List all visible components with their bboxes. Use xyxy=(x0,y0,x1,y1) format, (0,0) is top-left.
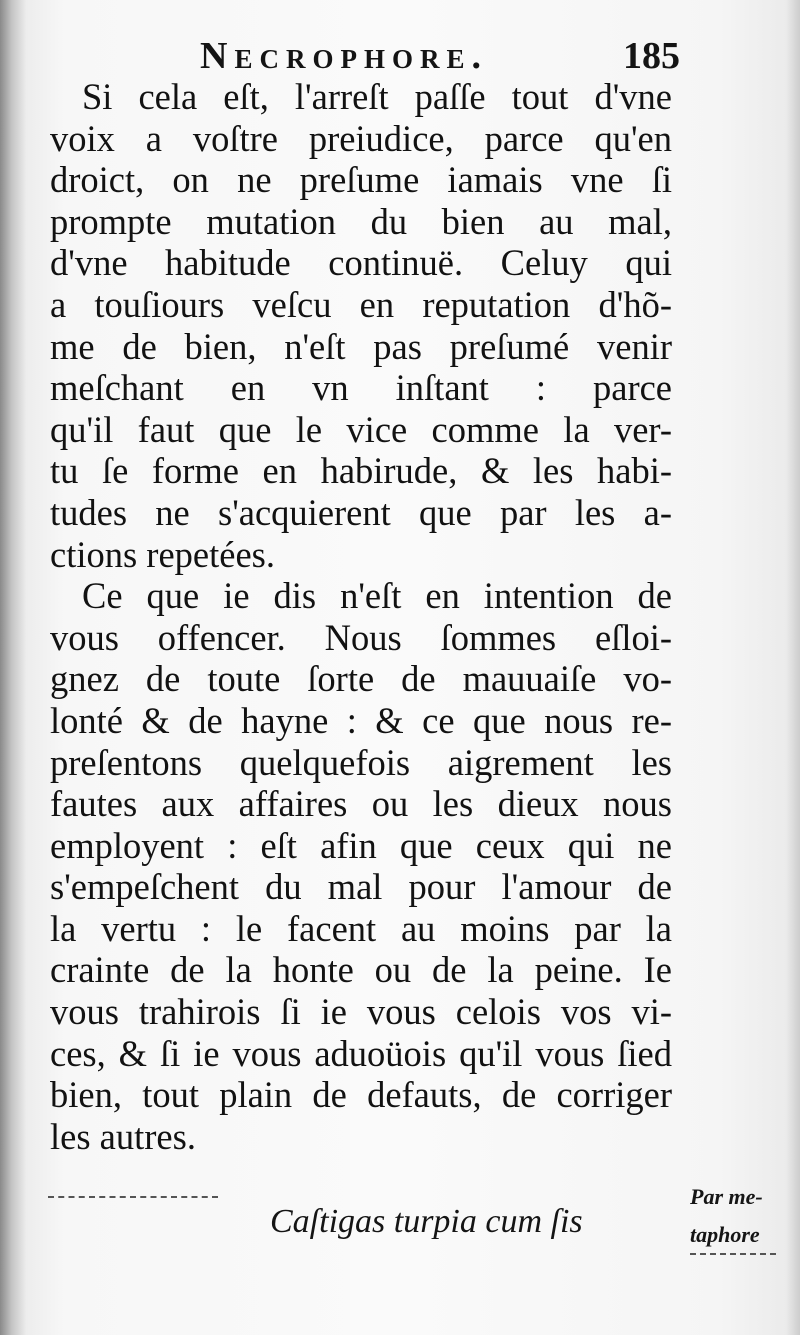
text-line: Si cela eſt, l'arreſt paſſe tout d'vne xyxy=(82,76,672,117)
text-line: les autres. xyxy=(50,1115,196,1157)
footer-rule xyxy=(48,1196,218,1198)
text-line: tu ſe forme en habirude, & les habi- xyxy=(50,450,672,492)
text-line: fautes aux affaires ou les dieux nous xyxy=(50,783,672,825)
text-line: d'vne habitude continuë. Celuy qui xyxy=(50,242,672,284)
text-line: ctions repetées. xyxy=(50,533,275,575)
text-line: Ce que ie dis n'eſt en intention de xyxy=(82,575,672,617)
text-line: gnez de toute ſorte de mauuaiſe vo- xyxy=(50,658,672,700)
text-line: qu'il faut que le vice comme la ver- xyxy=(50,408,672,450)
page-number: 185 xyxy=(623,35,680,77)
text-line: droict, on ne preſume iamais vne ſi xyxy=(50,159,672,201)
text-line: bien, tout plain de defauts, de corriger xyxy=(50,1074,672,1116)
text-line: la vertu : le facent au moins par la xyxy=(50,907,672,949)
text-line: tudes ne s'acquierent que par les a- xyxy=(50,491,672,533)
page-edge-shadow xyxy=(786,0,800,1335)
text-line: prompte mutation du bien au mal, xyxy=(50,200,672,242)
text-line: preſentons quelquefois aigrement les xyxy=(50,741,672,783)
margin-note xyxy=(690,1178,763,1254)
text-line: me de bien, n'eſt pas preſumé venir xyxy=(50,325,672,367)
text-line: vous trahirois ſi ie vous celois vos vi- xyxy=(50,991,672,1033)
running-head: Necrophore. xyxy=(200,35,488,77)
text-line: voix a voſtre preiudice, parce qu'en xyxy=(50,117,672,159)
margin-note-line: Par me- xyxy=(690,1184,763,1209)
text-line: employent : eſt afin que ceux qui ne xyxy=(50,824,672,866)
text-line: s'empeſchent du mal pour l'amour de xyxy=(50,866,672,908)
text-block xyxy=(50,76,672,1157)
text-line: meſchant en vn inſtant : parce xyxy=(50,367,672,409)
text-line: ces, & ſi ie vous aduoüois qu'il vous ſied xyxy=(50,1032,672,1074)
page-gutter-shadow xyxy=(0,0,26,1335)
margin-note-rule xyxy=(690,1253,776,1255)
margin-note-line: taphore xyxy=(690,1222,760,1247)
text-line: crainte de la honte ou de la peine. Ie xyxy=(50,949,672,991)
text-line: vous offencer. Nous ſommes eſloi- xyxy=(50,616,672,658)
catchline: Caſtigas turpia cum ſis xyxy=(270,1203,583,1240)
text-line: lonté & de hayne : & ce que nous re- xyxy=(50,699,672,741)
text-line: a touſiours veſcu en reputation d'hõ- xyxy=(50,283,672,325)
